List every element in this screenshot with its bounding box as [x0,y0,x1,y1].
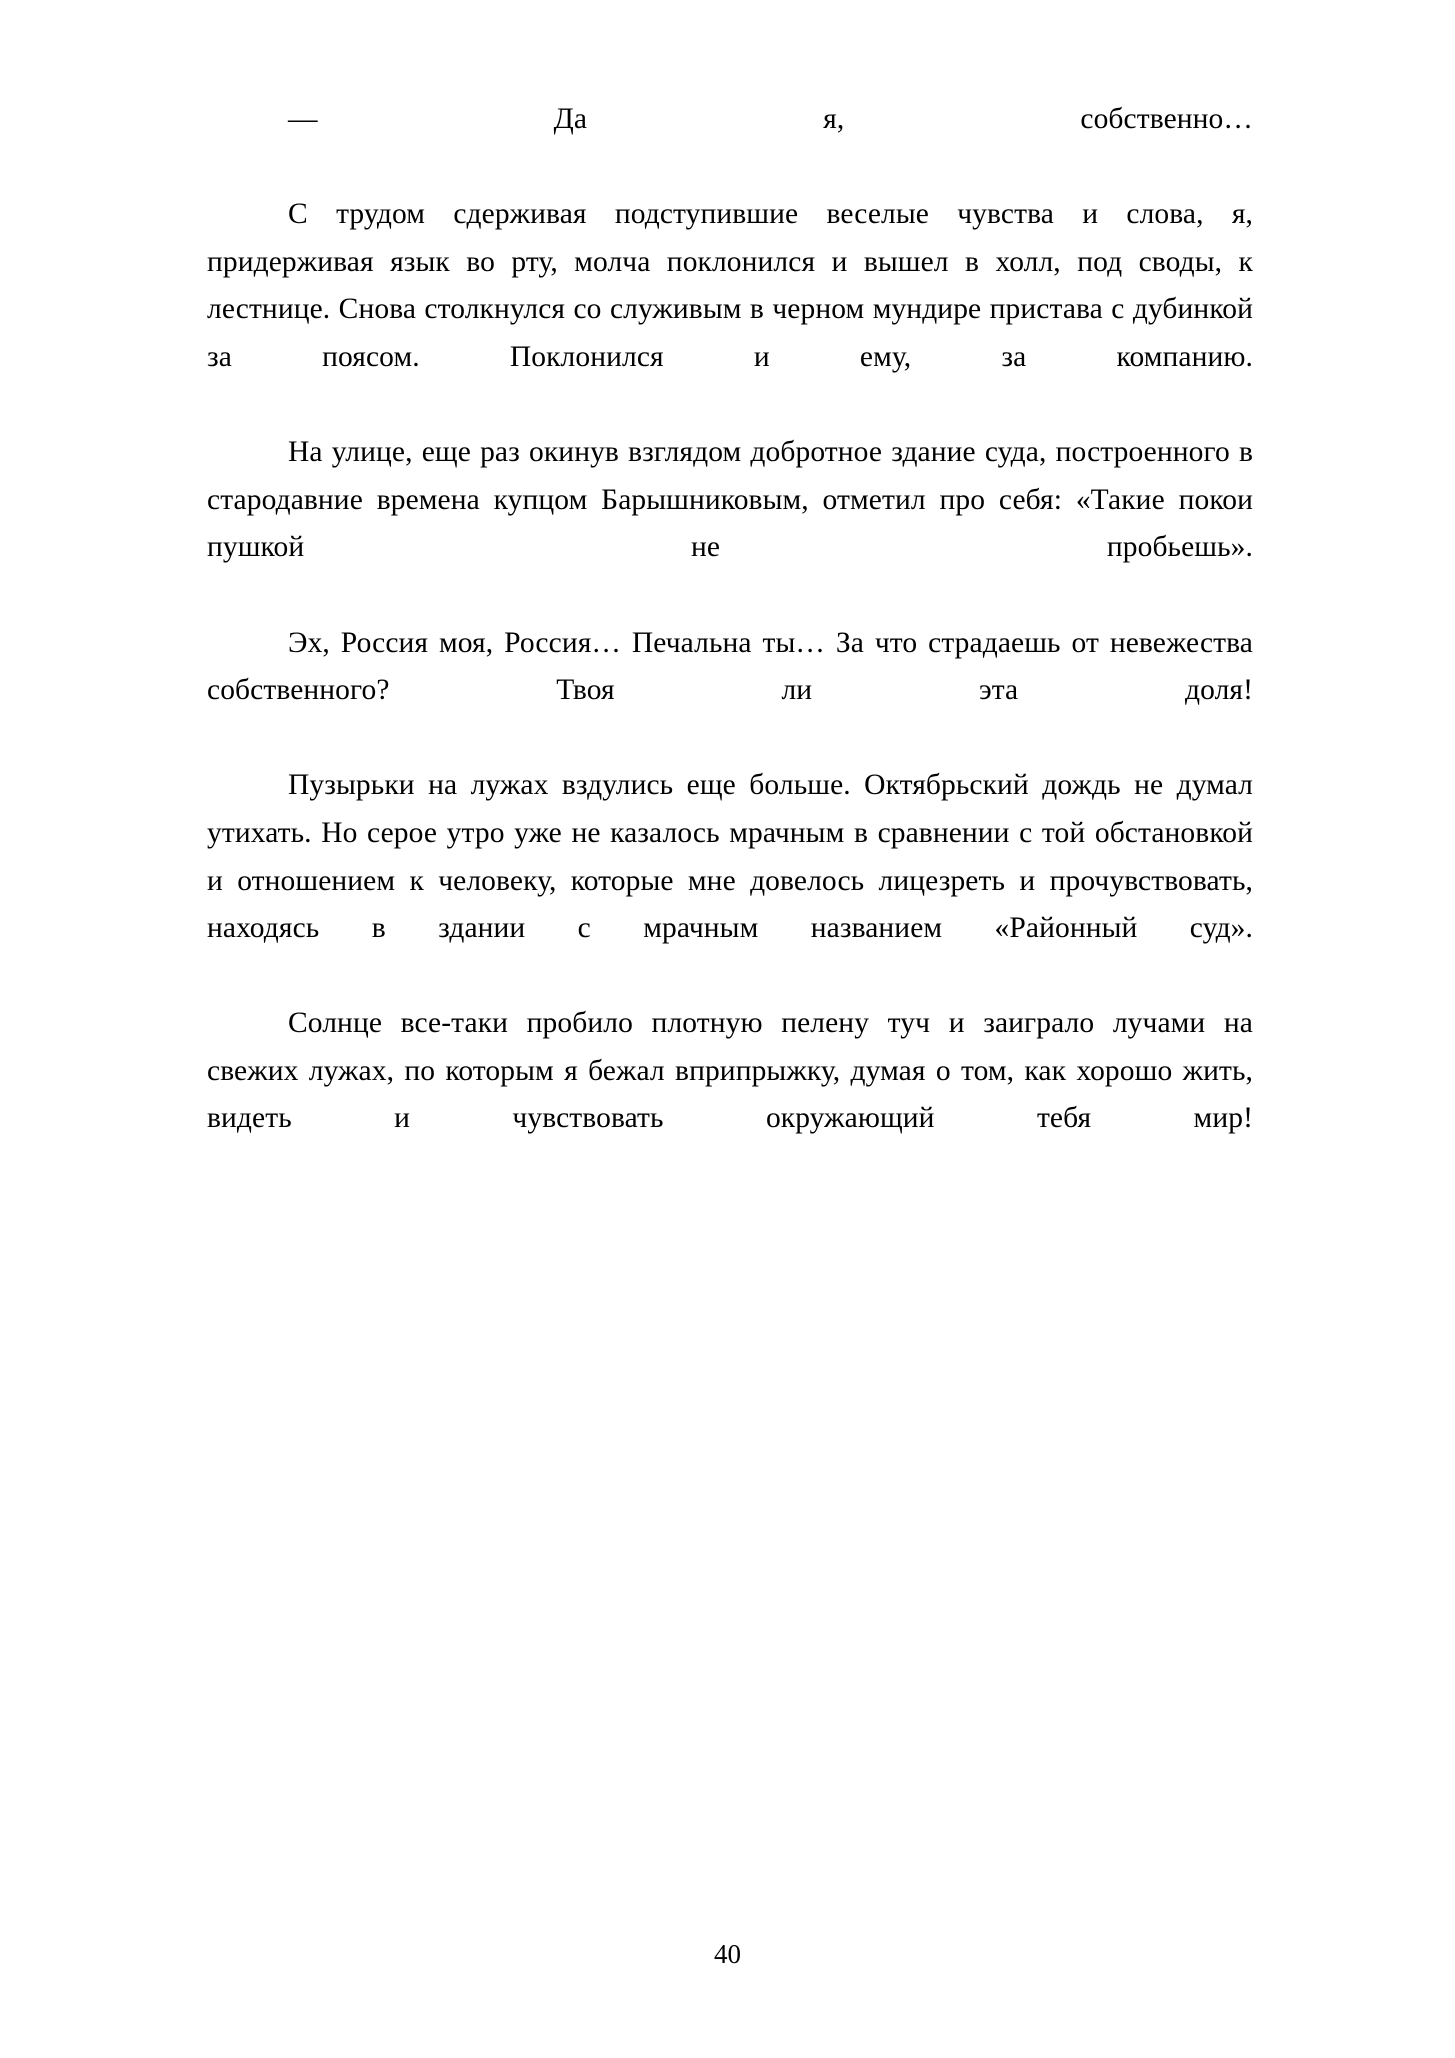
paragraph: — Да я, собственно… [288,103,1253,135]
body-text [207,96,1253,1191]
paragraph: На улице, еще раз окинув взглядом добротное здание суда, построенного в стародавние времена купцом Барышниковым, отметил про себя: «Такие покои пушкой не пробьешь». [207,436,1253,564]
paragraph: С трудом сдерживая подступившие веселые чувства и слова, я, придерживая язык во рту, молча поклонился и вышел в холл, под своды, к лестнице. Снова столкнулся со служивым в черном мундире пристава с дубинкой за поясом. Поклонился и ему, за компанию. [207,198,1253,373]
paragraph: Эх, Россия моя, Россия… Печальна ты… За что страдаешь от невежества собственного? Твоя ли эта доля! [207,626,1253,707]
page-number: 40 [714,1939,741,1969]
paragraph: Пузырьки на лужах вздулись еще больше. Октябрьский дождь не думал утихать. Но серое утро уже не казалось мрачным в сравнении с той обстановкой и отношением к человеку, которые мне довелось лицезреть и прочувствовать, находясь в здании с мрачным названием «Районный суд». [207,769,1253,945]
paragraph: Солнце все-таки пробило плотную пелену туч и заиграло лучами на свежих лужах, по которым я бежал вприпрыжку, думая о том, как хорошо жить, видеть и чувствовать окружающий тебя мир! [207,1007,1253,1135]
